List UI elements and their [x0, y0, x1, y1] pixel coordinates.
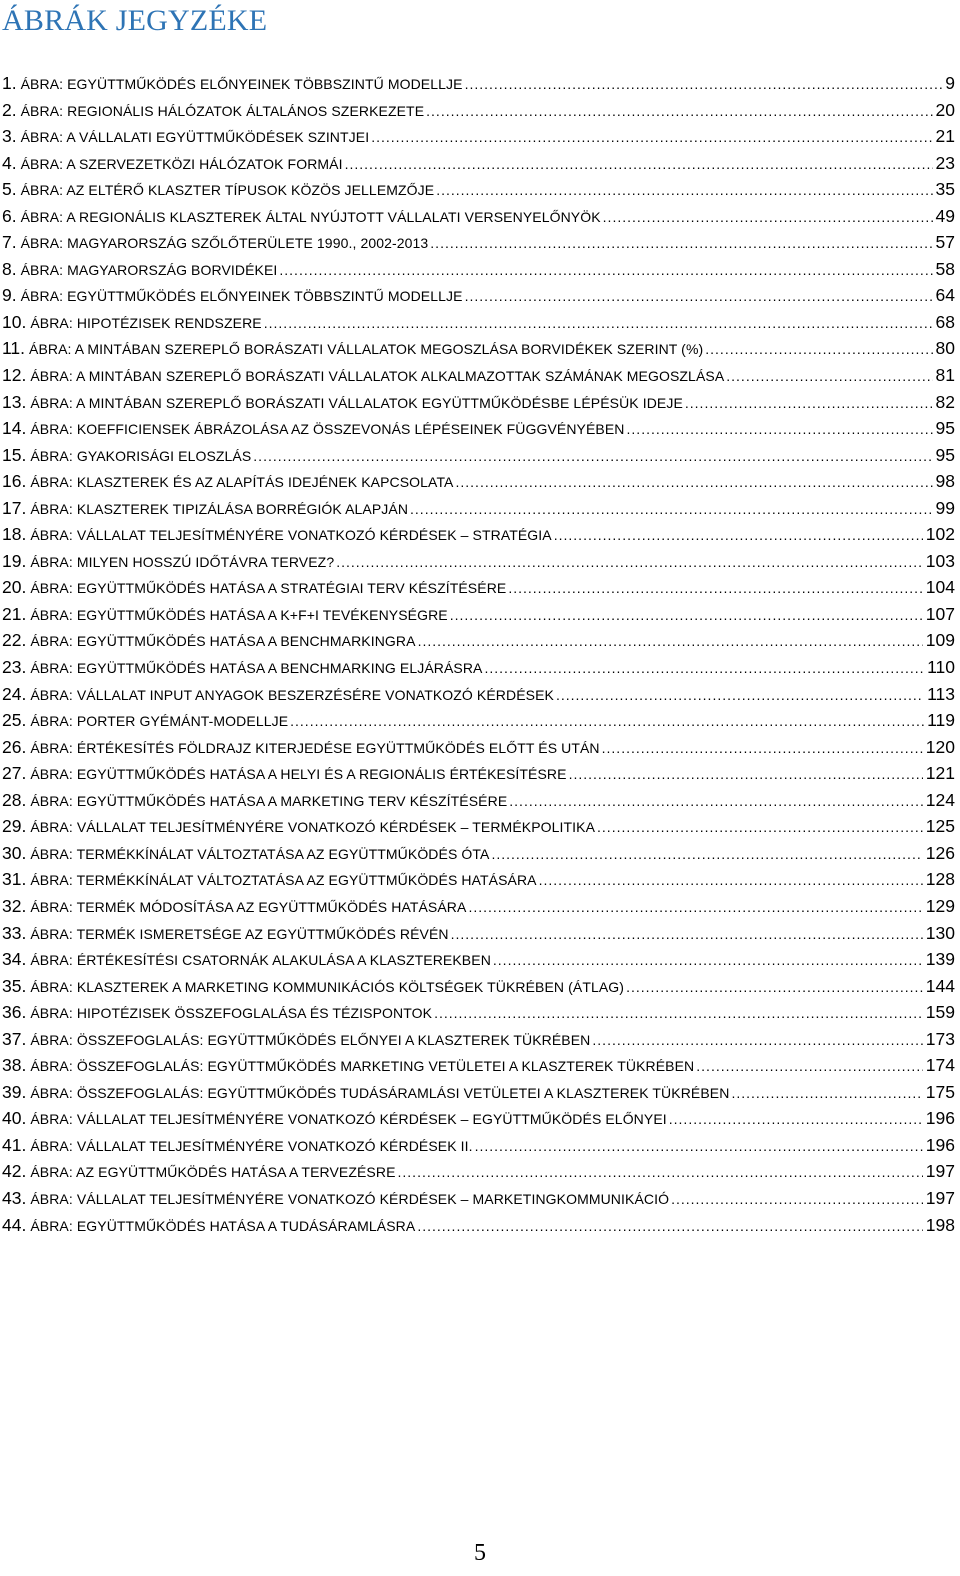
- dot-leader: [626, 974, 923, 1001]
- figure-entry[interactable]: [2, 442, 955, 469]
- entry-title: ÁBRA: VÁLLALAT TELJESÍTMÉNYÉRE VONATKOZÓ KÉRDÉSEK – EGYÜTTMŰKÖDÉS ELŐNYEI: [30, 1111, 667, 1128]
- entry-title: ÁBRA: TERMÉKKÍNÁLAT VÁLTOZTATÁSA AZ EGYÜTTMŰKÖDÉS ÓTA: [30, 845, 490, 862]
- dot-leader: [264, 310, 933, 337]
- dot-leader: [465, 71, 943, 98]
- entry-page-number: 102: [925, 524, 955, 545]
- entry-page-number: 104: [925, 577, 955, 598]
- entry-number: 29.: [2, 816, 27, 837]
- entry-page-number: 198: [925, 1214, 955, 1235]
- figure-entry[interactable]: [2, 681, 955, 708]
- figure-entry[interactable]: [2, 70, 955, 97]
- entry-title: ÁBRA: KLASZTEREK A MARKETING KOMMUNIKÁCIÓS KÖLTSÉGEK TÜKRÉBEN (ÁTLAG): [30, 978, 625, 995]
- entry-title: ÁBRA: ÉRTÉKESÍTÉS FÖLDRAJZ KITERJEDÉSE EGYÜTTMŰKÖDÉS ELŐTT ÉS UTÁN: [30, 739, 600, 756]
- figure-entry[interactable]: [2, 203, 955, 230]
- entry-number: 40.: [2, 1108, 27, 1129]
- entry-page-number: 197: [925, 1187, 955, 1208]
- entry-page-number: 126: [925, 842, 955, 863]
- figure-entry[interactable]: [2, 760, 955, 787]
- entry-number: 8.: [2, 258, 17, 279]
- figure-entry[interactable]: [2, 97, 955, 124]
- entry-number: 42.: [2, 1161, 27, 1182]
- entry-title: ÁBRA: EGYÜTTMŰKÖDÉS HATÁSA A K+F+I TEVÉKENYSÉGRE: [30, 606, 448, 623]
- dot-leader: [410, 496, 933, 523]
- figure-entry[interactable]: [2, 282, 955, 309]
- entry-page-number: 49: [935, 205, 955, 226]
- entry-title: ÁBRA: ÖSSZEFOGLALÁS: EGYÜTTMŰKÖDÉS ELŐNYEI A KLASZTEREK TÜKRÉBEN: [30, 1031, 591, 1048]
- dot-leader: [696, 1053, 923, 1080]
- entry-page-number: 35: [935, 179, 955, 200]
- entry-number: 44.: [2, 1214, 27, 1235]
- entry-title: ÁBRA: HIPOTÉZISEK RENDSZERE: [30, 314, 262, 331]
- entry-page-number: 174: [925, 1055, 955, 1076]
- figure-entry[interactable]: [2, 123, 955, 150]
- figure-entry[interactable]: [2, 787, 955, 814]
- entry-page-number: 121: [925, 763, 955, 784]
- dot-leader: [279, 257, 932, 284]
- figure-entry[interactable]: [2, 1212, 955, 1239]
- figure-entry[interactable]: [2, 362, 955, 389]
- figure-list: [2, 70, 955, 1238]
- figure-entry[interactable]: [2, 627, 955, 654]
- entry-title: ÁBRA: EGYÜTTMŰKÖDÉS HATÁSA A BENCHMARKINGRA: [30, 633, 416, 650]
- dot-leader: [465, 283, 933, 310]
- entry-page-number: 58: [935, 258, 955, 279]
- page-title: ÁBRÁK JEGYZÉKE: [2, 4, 268, 37]
- figure-entry[interactable]: [2, 1132, 955, 1159]
- dot-leader: [371, 124, 932, 151]
- dot-leader: [426, 98, 932, 125]
- entry-title: ÁBRA: TERMÉK MÓDOSÍTÁSA AZ EGYÜTTMŰKÖDÉS HATÁSÁRA: [30, 898, 467, 915]
- figure-entry[interactable]: [2, 654, 955, 681]
- entry-title: ÁBRA: ÉRTÉKESÍTÉSI CSATORNÁK ALAKULÁSA A KLASZTEREKBEN: [30, 952, 491, 969]
- entry-title: ÁBRA: KLASZTEREK TIPIZÁLÁSA BORRÉGIÓK ALAPJÁN: [30, 500, 409, 517]
- entry-number: 7.: [2, 232, 17, 253]
- entry-page-number: 144: [925, 975, 955, 996]
- entry-number: 4.: [2, 152, 17, 173]
- entry-number: 6.: [2, 205, 17, 226]
- entry-number: 25.: [2, 710, 27, 731]
- entry-page-number: 9: [945, 73, 955, 93]
- entry-title: ÁBRA: KLASZTEREK ÉS AZ ALAPÍTÁS IDEJÉNEK KAPCSOLATA: [30, 474, 454, 491]
- figure-entry[interactable]: [2, 1185, 955, 1212]
- dot-leader: [731, 1080, 922, 1107]
- dot-leader: [475, 1133, 923, 1160]
- entry-title: ÁBRA: REGIONÁLIS HÁLÓZATOK ÁLTALÁNOS SZERKEZETE: [20, 102, 425, 119]
- entry-number: 41.: [2, 1134, 27, 1155]
- entry-number: 15.: [2, 444, 27, 465]
- figure-entry[interactable]: [2, 574, 955, 601]
- dot-leader: [569, 761, 923, 788]
- entry-page-number: 113: [927, 683, 955, 704]
- dot-leader: [436, 177, 932, 204]
- dot-leader: [430, 230, 932, 257]
- figure-entry[interactable]: [2, 389, 955, 416]
- entry-page-number: 110: [927, 657, 955, 678]
- entry-number: 33.: [2, 922, 27, 943]
- figure-entry[interactable]: [2, 866, 955, 893]
- dot-leader: [705, 336, 932, 363]
- entry-number: 31.: [2, 869, 27, 890]
- dot-leader: [456, 469, 933, 496]
- entry-page-number: 68: [935, 311, 955, 332]
- entry-number: 34.: [2, 949, 27, 970]
- entry-page-number: 95: [935, 418, 955, 439]
- figure-entry[interactable]: [2, 1052, 955, 1079]
- entry-page-number: 129: [925, 895, 955, 916]
- dot-leader: [685, 390, 933, 417]
- entry-page-number: 98: [935, 471, 955, 492]
- entry-page-number: 95: [935, 444, 955, 465]
- entry-title: ÁBRA: EGYÜTTMŰKÖDÉS HATÁSA A TUDÁSÁRAMLÁSRA: [30, 1217, 416, 1234]
- dot-leader: [627, 416, 933, 443]
- dot-leader: [671, 1186, 923, 1213]
- figure-entry[interactable]: [2, 734, 955, 761]
- entry-title: ÁBRA: AZ ELTÉRŐ KLASZTER TÍPUSOK KÖZÖS JELLEMZŐJE: [20, 182, 435, 199]
- entry-page-number: 120: [925, 736, 955, 757]
- entry-title: ÁBRA: A MINTÁBAN SZEREPLŐ BORÁSZATI VÁLLALATOK MEGOSZLÁSA BORVIDÉKEK SZERINT (%): [29, 341, 704, 358]
- dot-leader: [468, 894, 922, 921]
- entry-number: 28.: [2, 789, 27, 810]
- entry-number: 27.: [2, 763, 27, 784]
- dot-leader: [603, 204, 933, 231]
- entry-page-number: 139: [925, 949, 955, 970]
- dot-leader: [451, 921, 923, 948]
- figure-entry[interactable]: [2, 1026, 955, 1053]
- entry-page-number: 21: [935, 126, 955, 147]
- entry-title: ÁBRA: VÁLLALAT TELJESÍTMÉNYÉRE VONATKOZÓ KÉRDÉSEK II.: [30, 1137, 473, 1154]
- dot-leader: [602, 735, 923, 762]
- entry-title: ÁBRA: EGYÜTTMŰKÖDÉS ELŐNYEINEK TÖBBSZINTŰ MODELLJE: [20, 288, 463, 305]
- dot-leader: [345, 151, 933, 178]
- figure-entry[interactable]: [2, 1079, 955, 1106]
- dot-leader: [336, 549, 923, 576]
- entry-number: 17.: [2, 497, 27, 518]
- entry-page-number: 125: [925, 816, 955, 837]
- figure-entry[interactable]: [2, 707, 955, 734]
- figure-entry[interactable]: [2, 920, 955, 947]
- figure-entry[interactable]: [2, 229, 955, 256]
- figure-entry[interactable]: [2, 893, 955, 920]
- entry-number: 21.: [2, 603, 27, 624]
- entry-page-number: 173: [925, 1028, 955, 1049]
- figure-entry[interactable]: [2, 468, 955, 495]
- entry-title: ÁBRA: VÁLLALAT INPUT ANYAGOK BESZERZÉSÉRE VONATKOZÓ KÉRDÉSEK: [30, 686, 554, 703]
- entry-title: ÁBRA: MAGYARORSZÁG SZŐLŐTERÜLETE 1990., 2002-2013: [20, 235, 429, 252]
- figure-entry[interactable]: [2, 840, 955, 867]
- figure-entry[interactable]: [2, 150, 955, 177]
- entry-number: 24.: [2, 683, 27, 704]
- entry-number: 18.: [2, 524, 27, 545]
- dot-leader: [253, 443, 932, 470]
- entry-number: 5.: [2, 179, 17, 200]
- entry-number: 26.: [2, 736, 27, 757]
- entry-title: ÁBRA: A MINTÁBAN SZEREPLŐ BORÁSZATI VÁLLALATOK EGYÜTTMŰKÖDÉSBE LÉPÉSÜK IDEJE: [30, 394, 683, 411]
- entry-title: ÁBRA: HIPOTÉZISEK ÖSSZEFOGLALÁSA ÉS TÉZISPONTOK: [30, 1005, 433, 1022]
- entry-number: 9.: [2, 285, 17, 306]
- entry-number: 2.: [2, 99, 17, 120]
- entry-number: 30.: [2, 842, 27, 863]
- dot-leader: [491, 841, 922, 868]
- entry-number: 22.: [2, 630, 27, 651]
- entry-title: ÁBRA: GYAKORISÁGI ELOSZLÁS: [30, 447, 252, 464]
- entry-page-number: 197: [925, 1161, 955, 1182]
- entry-title: ÁBRA: MILYEN HOSSZÚ IDŐTÁVRA TERVEZ?: [30, 553, 335, 570]
- entry-title: ÁBRA: VÁLLALAT TELJESÍTMÉNYÉRE VONATKOZÓ KÉRDÉSEK – STRATÉGIA: [30, 527, 552, 544]
- page-number: 5: [474, 1540, 486, 1566]
- entry-number: 13.: [2, 391, 27, 412]
- entry-number: 23.: [2, 657, 27, 678]
- entry-number: 11.: [2, 338, 26, 359]
- entry-page-number: 107: [925, 603, 955, 624]
- entry-title: ÁBRA: AZ EGYÜTTMŰKÖDÉS HATÁSA A TERVEZÉSRE: [30, 1164, 396, 1181]
- dot-leader: [398, 1159, 923, 1186]
- entry-page-number: 175: [925, 1081, 955, 1102]
- dot-leader: [539, 867, 923, 894]
- entry-title: ÁBRA: EGYÜTTMŰKÖDÉS HATÁSA A STRATÉGIAI TERV KÉSZÍTÉSÉRE: [30, 580, 507, 597]
- entry-title: ÁBRA: PORTER GYÉMÁNT-MODELLJE: [30, 713, 289, 730]
- entry-number: 12.: [2, 365, 27, 386]
- dot-leader: [418, 628, 923, 655]
- figure-entry[interactable]: [2, 813, 955, 840]
- entry-number: 10.: [2, 311, 27, 332]
- dot-leader: [554, 522, 923, 549]
- entry-page-number: 57: [935, 232, 955, 253]
- entry-page-number: 103: [925, 550, 955, 571]
- dot-leader: [290, 708, 924, 735]
- dot-leader: [493, 947, 923, 974]
- dot-leader: [592, 1027, 922, 1054]
- figure-entry[interactable]: [2, 521, 955, 548]
- entry-title: ÁBRA: TERMÉKKÍNÁLAT VÁLTOZTATÁSA AZ EGYÜTTMŰKÖDÉS HATÁSÁRA: [30, 872, 537, 889]
- entry-number: 37.: [2, 1028, 27, 1049]
- entry-page-number: 128: [925, 869, 955, 890]
- dot-leader: [669, 1106, 923, 1133]
- entry-page-number: 64: [935, 285, 955, 306]
- figure-entry[interactable]: [2, 335, 955, 362]
- entry-number: 38.: [2, 1055, 27, 1076]
- dot-leader: [508, 575, 922, 602]
- entry-number: 19.: [2, 550, 27, 571]
- dot-leader: [417, 1213, 922, 1240]
- entry-title: ÁBRA: ÖSSZEFOGLALÁS: EGYÜTTMŰKÖDÉS TUDÁSÁRAMLÁSI VETÜLETEI A KLASZTEREK TÜKRÉBEN: [30, 1084, 730, 1101]
- entry-page-number: 124: [925, 789, 955, 810]
- dot-leader: [450, 602, 923, 629]
- entry-title: ÁBRA: EGYÜTTMŰKÖDÉS ELŐNYEINEK TÖBBSZINTŰ MODELLJE: [20, 76, 463, 92]
- entry-number: 43.: [2, 1187, 27, 1208]
- entry-page-number: 81: [935, 365, 955, 386]
- figure-entry[interactable]: [2, 973, 955, 1000]
- entry-title: ÁBRA: VÁLLALAT TELJESÍTMÉNYÉRE VONATKOZÓ KÉRDÉSEK – TERMÉKPOLITIKA: [30, 819, 596, 836]
- entry-page-number: 82: [935, 391, 955, 412]
- figure-entry[interactable]: [2, 309, 955, 336]
- figure-entry[interactable]: [2, 495, 955, 522]
- entry-number: 35.: [2, 975, 27, 996]
- entry-page-number: 20: [935, 99, 955, 120]
- figure-entry[interactable]: [2, 1105, 955, 1132]
- entry-number: 39.: [2, 1081, 27, 1102]
- dot-leader: [434, 1000, 923, 1027]
- entry-number: 32.: [2, 895, 27, 916]
- entry-title: ÁBRA: TERMÉK ISMERETSÉGE AZ EGYÜTTMŰKÖDÉS RÉVÉN: [30, 925, 449, 942]
- entry-title: ÁBRA: MAGYARORSZÁG BORVIDÉKEI: [20, 261, 278, 278]
- entry-page-number: 159: [925, 1002, 955, 1023]
- entry-number: 16.: [2, 471, 27, 492]
- entry-title: ÁBRA: EGYÜTTMŰKÖDÉS HATÁSA A MARKETING TERV KÉSZÍTÉSÉRE: [30, 792, 508, 809]
- entry-page-number: 130: [925, 922, 955, 943]
- figure-entry[interactable]: [2, 946, 955, 973]
- dot-leader: [726, 363, 932, 390]
- entry-page-number: 196: [925, 1134, 955, 1155]
- figure-entry[interactable]: [2, 1158, 955, 1185]
- entry-number: 1.: [2, 73, 17, 93]
- entry-title: ÁBRA: EGYÜTTMŰKÖDÉS HATÁSA A HELYI ÉS A REGIONÁLIS ÉRTÉKESÍTÉSRE: [30, 766, 567, 783]
- entry-page-number: 99: [935, 497, 955, 518]
- figure-entry[interactable]: [2, 548, 955, 575]
- entry-title: ÁBRA: A VÁLLALATI EGYÜTTMŰKÖDÉSEK SZINTJEI: [20, 129, 370, 146]
- entry-title: ÁBRA: A MINTÁBAN SZEREPLŐ BORÁSZATI VÁLLALATOK ALKALMAZOTTAK SZÁMÁNAK MEGOSZLÁSA: [30, 368, 725, 385]
- entry-number: 14.: [2, 418, 27, 439]
- entry-page-number: 196: [925, 1108, 955, 1129]
- figure-entry[interactable]: [2, 999, 955, 1026]
- entry-page-number: 119: [927, 710, 955, 731]
- figure-entry[interactable]: [2, 176, 955, 203]
- entry-page-number: 23: [935, 152, 955, 173]
- entry-number: 20.: [2, 577, 27, 598]
- dot-leader: [556, 682, 924, 709]
- figure-entry[interactable]: [2, 256, 955, 283]
- entry-number: 3.: [2, 126, 17, 147]
- entry-title: ÁBRA: KOEFFICIENSEK ÁBRÁZOLÁSA AZ ÖSSZEVONÁS LÉPÉSEINEK FÜGGVÉNYÉBEN: [30, 421, 625, 438]
- figure-entry[interactable]: [2, 415, 955, 442]
- entry-title: ÁBRA: EGYÜTTMŰKÖDÉS HATÁSA A BENCHMARKING ELJÁRÁSRA: [30, 660, 483, 677]
- entry-title: ÁBRA: A SZERVEZETKÖZI HÁLÓZATOK FORMÁI: [20, 155, 343, 172]
- entry-page-number: 109: [925, 630, 955, 651]
- entry-title: ÁBRA: A REGIONÁLIS KLASZTEREK ÁLTAL NYÚJTOTT VÁLLALATI VERSENYELŐNYÖK: [20, 208, 601, 225]
- entry-number: 36.: [2, 1002, 27, 1023]
- entry-title: ÁBRA: ÖSSZEFOGLALÁS: EGYÜTTMŰKÖDÉS MARKETING VETÜLETEI A KLASZTEREK TÜKRÉBEN: [30, 1058, 695, 1075]
- dot-leader: [597, 814, 923, 841]
- dot-leader: [509, 788, 923, 815]
- entry-page-number: 80: [935, 338, 955, 359]
- entry-title: ÁBRA: VÁLLALAT TELJESÍTMÉNYÉRE VONATKOZÓ KÉRDÉSEK – MARKETINGKOMMUNIKÁCIÓ: [30, 1190, 670, 1207]
- figure-entry[interactable]: [2, 601, 955, 628]
- dot-leader: [485, 655, 925, 682]
